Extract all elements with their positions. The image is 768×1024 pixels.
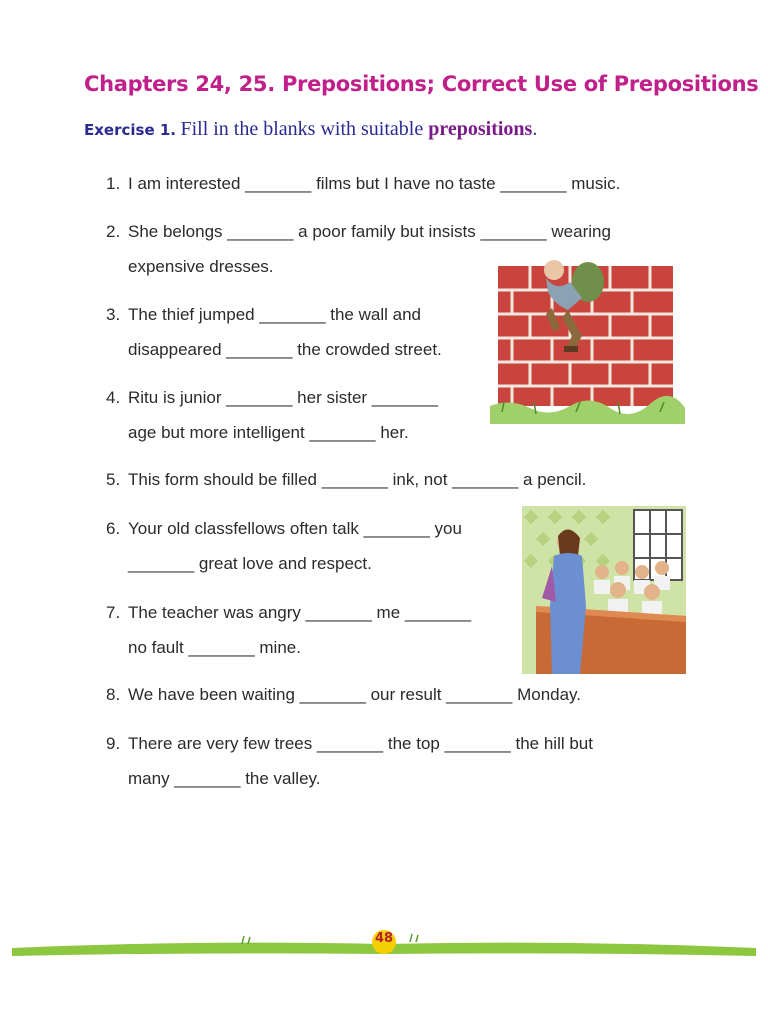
question-text-cont: expensive dresses. [128, 257, 274, 276]
question-text: I am interested _______ films but I have no taste _______ music. [128, 174, 621, 193]
question-text: This form should be filled _______ ink, not _______ a pencil. [128, 470, 587, 489]
question-3 [106, 297, 442, 367]
question-text-cont: age but more intelligent _______ her. [128, 423, 409, 442]
question-8 [106, 677, 581, 712]
question-6 [106, 511, 462, 581]
question-number: 8. [106, 685, 121, 704]
question-number: 1. [106, 174, 121, 193]
question-number: 5. [106, 470, 121, 489]
exercise-heading [84, 118, 537, 141]
question-4 [106, 380, 438, 450]
question-number: 9. [106, 734, 121, 753]
question-number: 4. [106, 388, 121, 407]
exercise-instruction [180, 118, 537, 140]
question-text: She belongs _______ a poor family but insists _______ wearing [128, 222, 611, 241]
question-1 [106, 166, 620, 201]
question-number: 3. [106, 305, 121, 324]
question-text-cont: no fault _______ mine. [128, 638, 301, 657]
question-text: We have been waiting _______ our result _______ Monday. [128, 685, 582, 704]
question-text: Your old classfellows often talk _______ you [128, 519, 462, 538]
instruction-end: . [532, 118, 538, 140]
question-text-cont: disappeared _______ the crowded street. [128, 340, 442, 359]
question-text: Ritu is junior _______ her sister _______ [128, 388, 438, 407]
question-text-cont: many _______ the valley. [128, 769, 321, 788]
question-text: There are very few trees _______ the top _______ the hill but [128, 734, 593, 753]
question-text-cont: _______ great love and respect. [128, 554, 372, 573]
question-number: 7. [106, 603, 121, 622]
classroom-illustration [522, 506, 686, 674]
exercise-label: Exercise 1. [84, 121, 176, 139]
question-text: The teacher was angry _______ me _______ [128, 603, 472, 622]
question-9 [106, 726, 593, 796]
page-number: 48 [374, 931, 394, 946]
thief-wall-illustration [490, 252, 685, 424]
instruction-text: Fill in the blanks with suitable [180, 118, 429, 140]
instruction-keyword: prepositions [428, 118, 533, 140]
question-5 [106, 462, 586, 497]
question-7 [106, 595, 471, 665]
chapter-title: Chapters 24, 25. Prepositions; Correct Use of Prepositions [84, 72, 759, 96]
question-number: 2. [106, 222, 121, 241]
question-number: 6. [106, 519, 121, 538]
question-text: The thief jumped _______ the wall and [128, 305, 421, 324]
